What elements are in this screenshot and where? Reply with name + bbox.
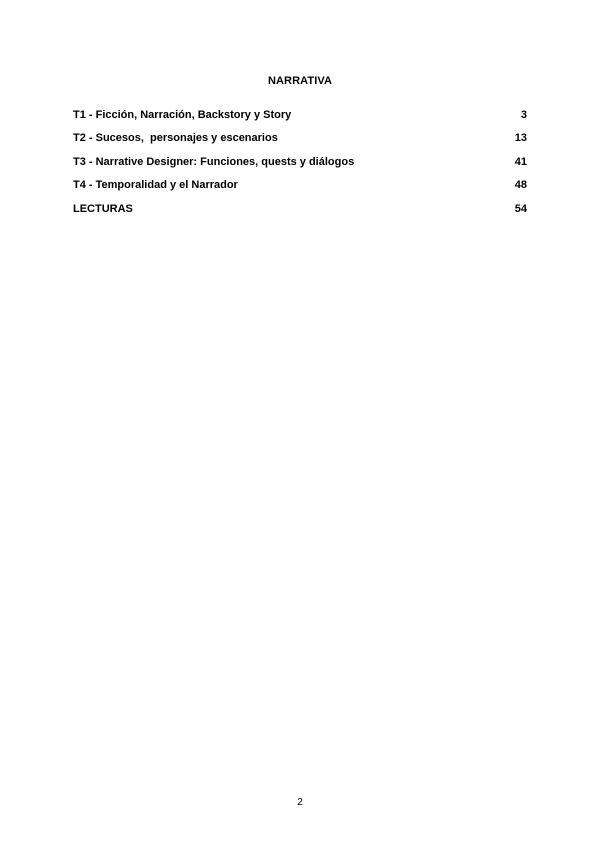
toc-entry-page: 41 [514,155,527,168]
toc-entry-t2[interactable] [73,132,527,155]
toc-entry-label: T4 - Temporalidad y el Narrador [73,179,238,192]
toc-entry-label: T2 - Sucesos, personajes y escenarios [73,132,278,145]
toc-entry-t3[interactable] [73,156,527,179]
toc-entry-page: 54 [514,202,527,215]
toc-entry-lecturas[interactable] [73,203,527,226]
toc-entry-label: T1 - Ficción, Narración, Backstory y Story [73,109,292,121]
toc-entry-t1[interactable] [73,109,527,132]
toc-entry-label: LECTURAS [73,202,133,215]
toc-entry-page: 3 [520,109,527,121]
toc-entry-page: 48 [514,179,527,192]
toc-entry-t4[interactable] [73,179,527,202]
table-of-contents [73,109,527,226]
page-title: NARRATIVA [267,75,333,87]
toc-entry-label: T3 - Narrative Designer: Funciones, quests y diálogos [73,155,355,168]
toc-entry-page: 13 [514,132,527,145]
page-number: 2 [297,797,303,808]
